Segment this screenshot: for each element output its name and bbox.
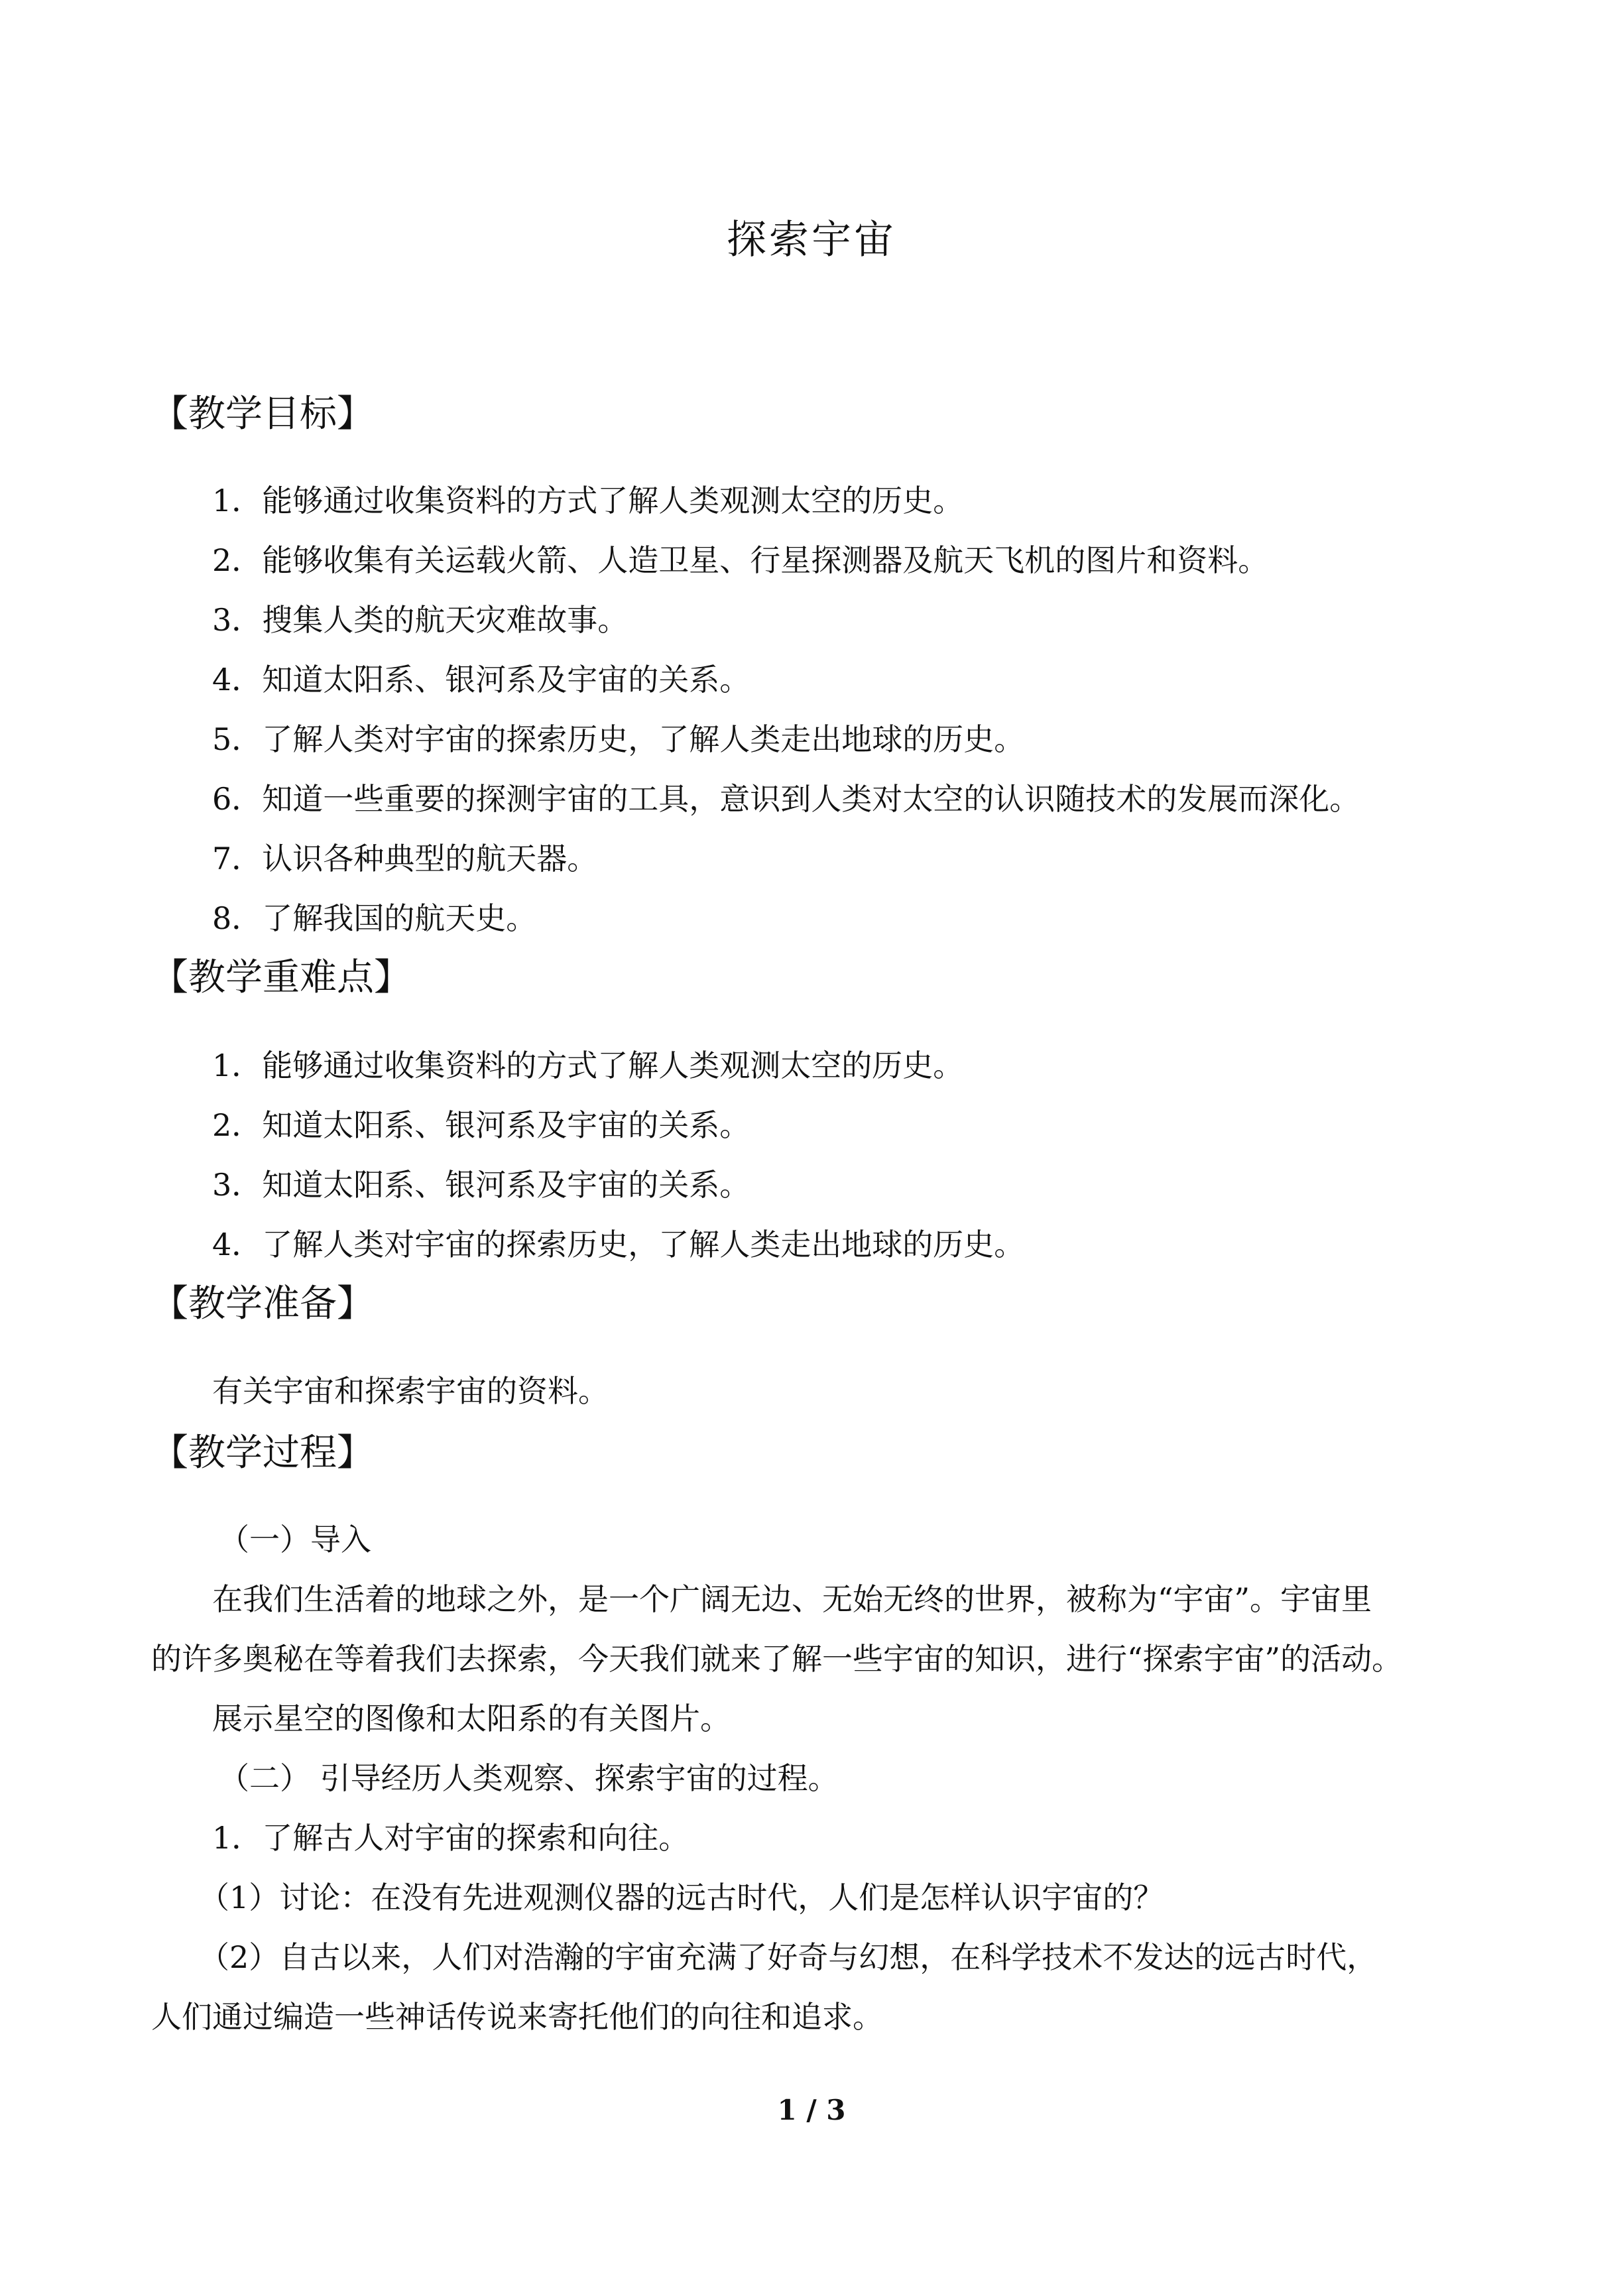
preparation-text: 有关宇宙和探索宇宙的资料。 <box>212 1373 609 1409</box>
process-question: （2）自古以来，人们对浩瀚的宇宙充满了好奇与幻想，在科学技术不发达的远古时代， <box>199 1939 1378 1975</box>
objective-item: 5．了解人类对宇宙的探索历史，了解人类走出地球的历史。 <box>212 721 1025 757</box>
key-point-item: 1．能够通过收集资料的方式了解人类观测太空的历史。 <box>212 1048 964 1083</box>
key-point-item: 2．知道太阳系、银河系及宇宙的关系。 <box>212 1107 751 1143</box>
key-point-item: 3．知道太阳系、银河系及宇宙的关系。 <box>212 1167 751 1203</box>
process-intro-label: （一）导入 <box>219 1522 371 1557</box>
objective-item: 1．能够通过收集资料的方式了解人类观测太空的历史。 <box>212 483 964 518</box>
objective-item: 6．知道一些重要的探测宇宙的工具，意识到人类对太空的认识随技术的发展而深化。 <box>212 781 1360 817</box>
process-paragraph: 在我们生活着的地球之外，是一个广阔无边、无始无终的世界，被称为“宇宙”。宇宙里 <box>212 1581 1372 1617</box>
process-paragraph: 的许多奥秘在等着我们去探索，今天我们就来了解一些宇宙的知识，进行“探索宇宙”的活动。 <box>151 1641 1403 1677</box>
process-paragraph: 人们通过编造一些神话传说来寄托他们的向往和追求。 <box>151 1999 883 2035</box>
document-title: 探索宇宙 <box>727 217 896 263</box>
section-heading-preparation: 【教学准备】 <box>151 1282 374 1325</box>
process-part2-label: （二） 引导经历人类观察、探索宇宙的过程。 <box>219 1760 839 1796</box>
objective-item: 4．知道太阳系、银河系及宇宙的关系。 <box>212 662 751 697</box>
key-point-item: 4．了解人类对宇宙的探索历史，了解人类走出地球的历史。 <box>212 1227 1025 1262</box>
objective-item: 3．搜集人类的航天灾难故事。 <box>212 602 629 638</box>
page-number: 1 / 3 <box>777 2094 846 2126</box>
section-heading-key-points: 【教学重难点】 <box>151 956 411 999</box>
page-footer <box>0 2092 1623 2129</box>
process-question: （1）讨论：在没有先进观测仪器的远古时代，人们是怎样认识宇宙的？ <box>199 1880 1164 1915</box>
section-heading-process: 【教学过程】 <box>151 1431 374 1475</box>
objective-item: 8．了解我国的航天史。 <box>212 900 537 936</box>
process-step: 1．了解古人对宇宙的探索和向往。 <box>212 1820 690 1856</box>
objective-item: 7．认识各种典型的航天器。 <box>212 841 598 876</box>
process-paragraph: 展示星空的图像和太阳系的有关图片。 <box>212 1701 731 1736</box>
objective-item: 2．能够收集有关运载火箭、人造卫星、行星探测器及航天飞机的图片和资料。 <box>212 542 1269 578</box>
section-heading-objectives: 【教学目标】 <box>151 393 374 436</box>
